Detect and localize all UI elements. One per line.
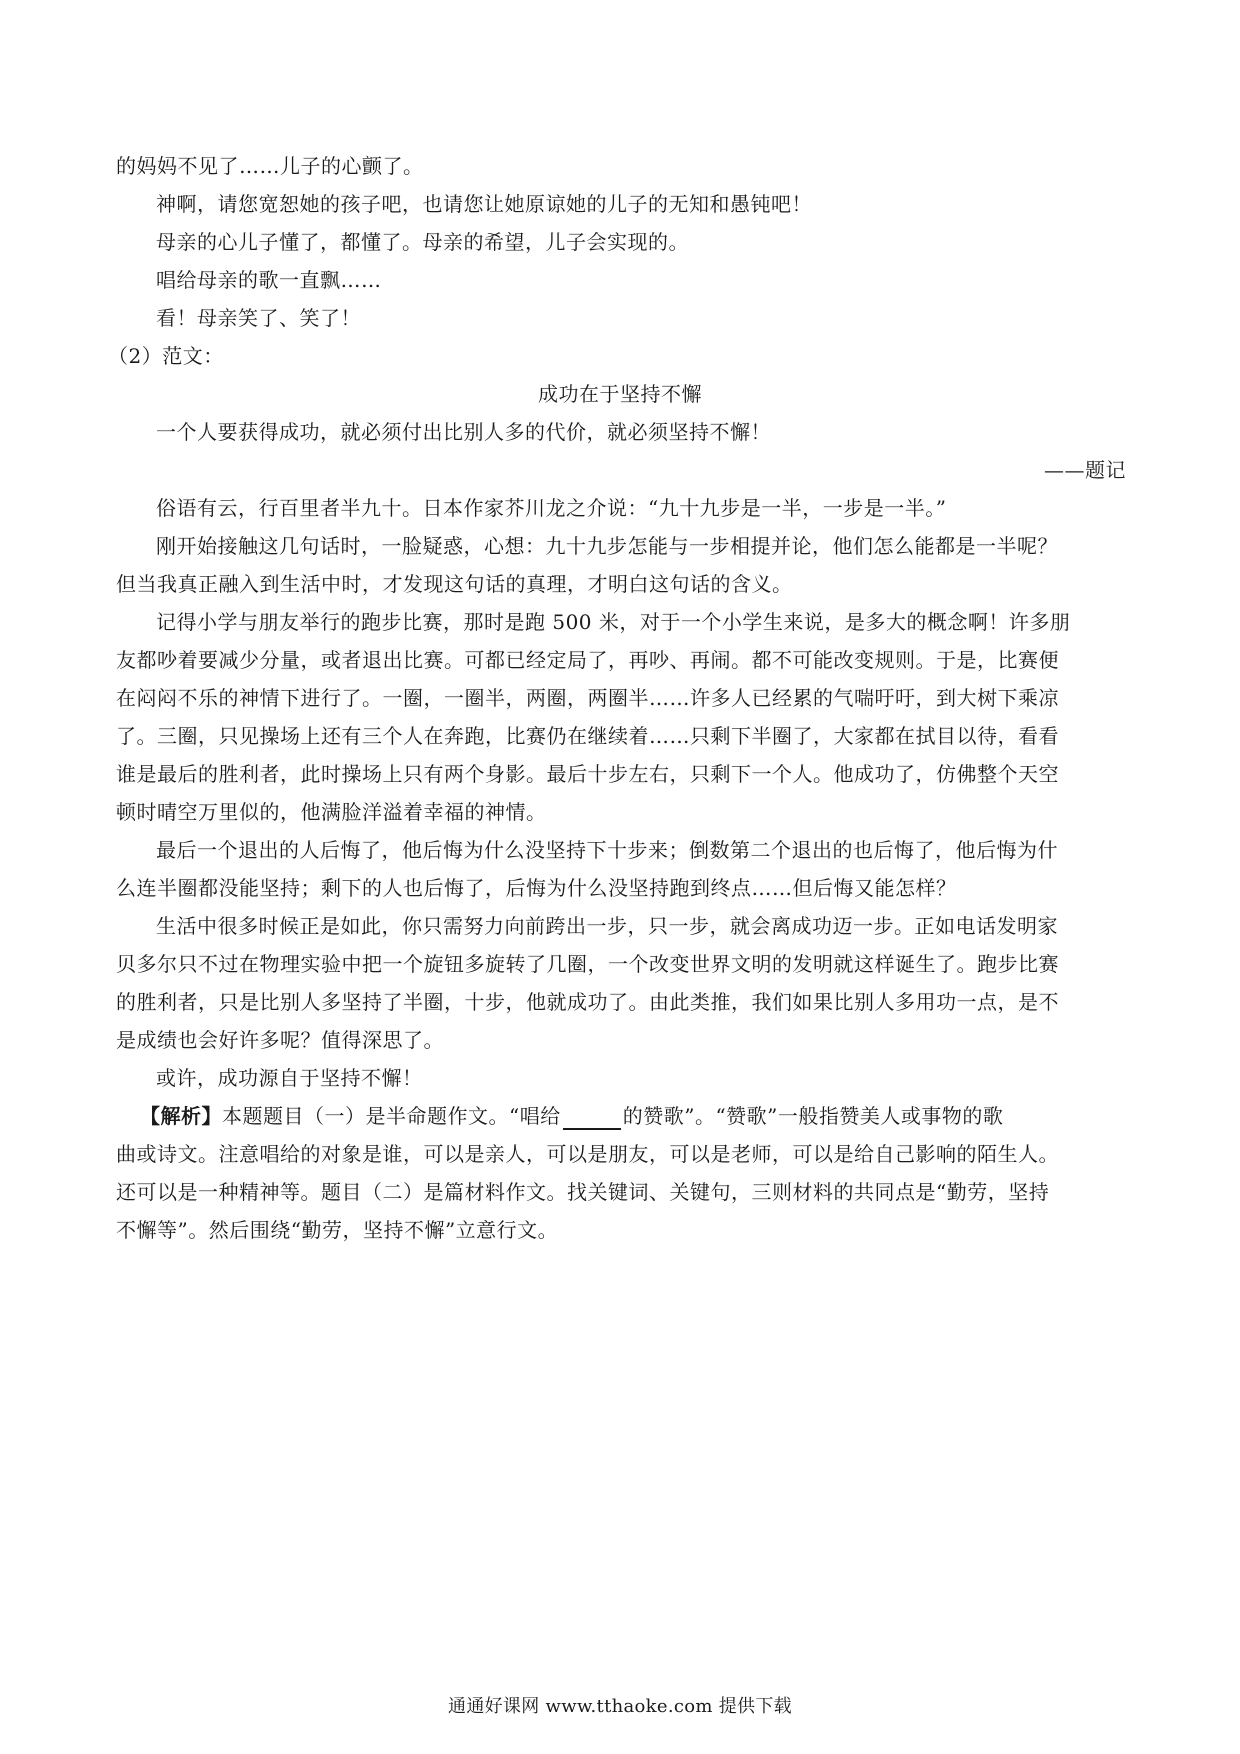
epigraph: 一个人要获得成功，就必须付出比别人多的代价，就必须坚持不懈！ [156,420,771,444]
essay-title: 成功在于坚持不懈 [538,382,702,406]
paragraph-line: 曲或诗文。注意唱给的对象是谁，可以是亲人，可以是朋友，可以是老师，可以是给自己影响的陌生人。 [116,1142,1059,1166]
analysis-label: 【解析】 [140,1104,222,1128]
analysis-text: 的赞歌”。“赞歌”一般指赞美人或事物的歌 [622,1104,1004,1128]
paragraph-line: 谁是最后的胜利者，此时操场上只有两个身影。最后十步左右，只剩下一个人。他成功了，仿佛整个天空 [116,762,1059,786]
fill-in-blank [563,1108,621,1130]
paragraph-line: 贝多尔只不过在物理实验中把一个旋钮多旋转了几圈，一个改变世界文明的发明就这样诞生了。跑步比赛 [116,952,1059,976]
paragraph-line: 不懈等”。然后围绕“勤劳，坚持不懈”立意行文。 [116,1218,559,1242]
paragraph-line: 俗语有云，行百里者半九十。日本作家芥川龙之介说：“九十九步是一半，一步是一半。” [156,496,947,520]
paragraph-line: 神啊，请您宽恕她的孩子吧，也请您让她原谅她的儿子的无知和愚钝吧！ [156,192,812,216]
paragraph-line: 的妈妈不见了……儿子的心颤了。 [116,154,424,178]
paragraph-line: 是成绩也会好许多呢？值得深思了。 [116,1028,444,1052]
paragraph-line: 了。三圈，只见操场上还有三个人在奔跑，比赛仍在继续着……只剩下半圈了，大家都在拭目以待，看看 [116,724,1059,748]
paragraph-line: 生活中很多时候正是如此，你只需努力向前跨出一步，只一步，就会离成功迈一步。正如电话发明家 [156,914,1058,938]
analysis-line [140,1102,1150,1130]
section-label: （2）范文： [108,344,224,368]
paragraph-line: 的胜利者，只是比别人多坚持了半圈，十步，他就成功了。由此类推，我们如果比别人多用功一点，是不 [116,990,1059,1014]
paragraph-line: 顿时晴空万里似的，他满脸洋溢着幸福的神情。 [116,800,547,824]
paragraph-line: 刚开始接触这几句话时，一脸疑惑，心想：九十九步怎能与一步相提并论，他们怎么能都是一半呢？ [156,534,1058,558]
paragraph-line: 记得小学与朋友举行的跑步比赛，那时是跑 500 米，对于一个小学生来说，是多大的概念啊！许多朋 [156,610,1071,634]
paragraph-line: 么连半圈都没能坚持；剩下的人也后悔了，后悔为什么没坚持跑到终点……但后悔又能怎样？ [116,876,957,900]
paragraph-line: 唱给母亲的歌一直飘…… [156,268,382,292]
paragraph-line: 但当我真正融入到生活中时，才发现这句话的真理，才明白这句话的含义。 [116,572,793,596]
analysis-text: 本题题目（一）是半命题作文。“唱给 [222,1104,561,1128]
epigraph-attribution: ——题记 [1044,458,1126,482]
paragraph-line: 最后一个退出的人后悔了，他后悔为什么没坚持下十步来；倒数第二个退出的也后悔了，他后悔为什 [156,838,1058,862]
paragraph-line: 母亲的心儿子懂了，都懂了。母亲的希望，儿子会实现的。 [156,230,689,254]
page-footer: 通通好课网 www.tthaoke.com 提供下载 [448,1696,792,1717]
paragraph-line: 或许，成功源自于坚持不懈！ [156,1066,423,1090]
paragraph-line: 看！母亲笑了、笑了！ [156,306,361,330]
paragraph-line: 在闷闷不乐的神情下进行了。一圈，一圈半，两圈，两圈半……许多人已经累的气喘吁吁，到大树下乘凉 [116,686,1059,710]
paragraph-line: 还可以是一种精神等。题目（二）是篇材料作文。找关键词、关键句，三则材料的共同点是“勤劳，坚持 [116,1180,1050,1204]
paragraph-line: 友都吵着要减少分量，或者退出比赛。可都已经定局了，再吵、再闹。都不可能改变规则。于是，比赛便 [116,648,1059,672]
